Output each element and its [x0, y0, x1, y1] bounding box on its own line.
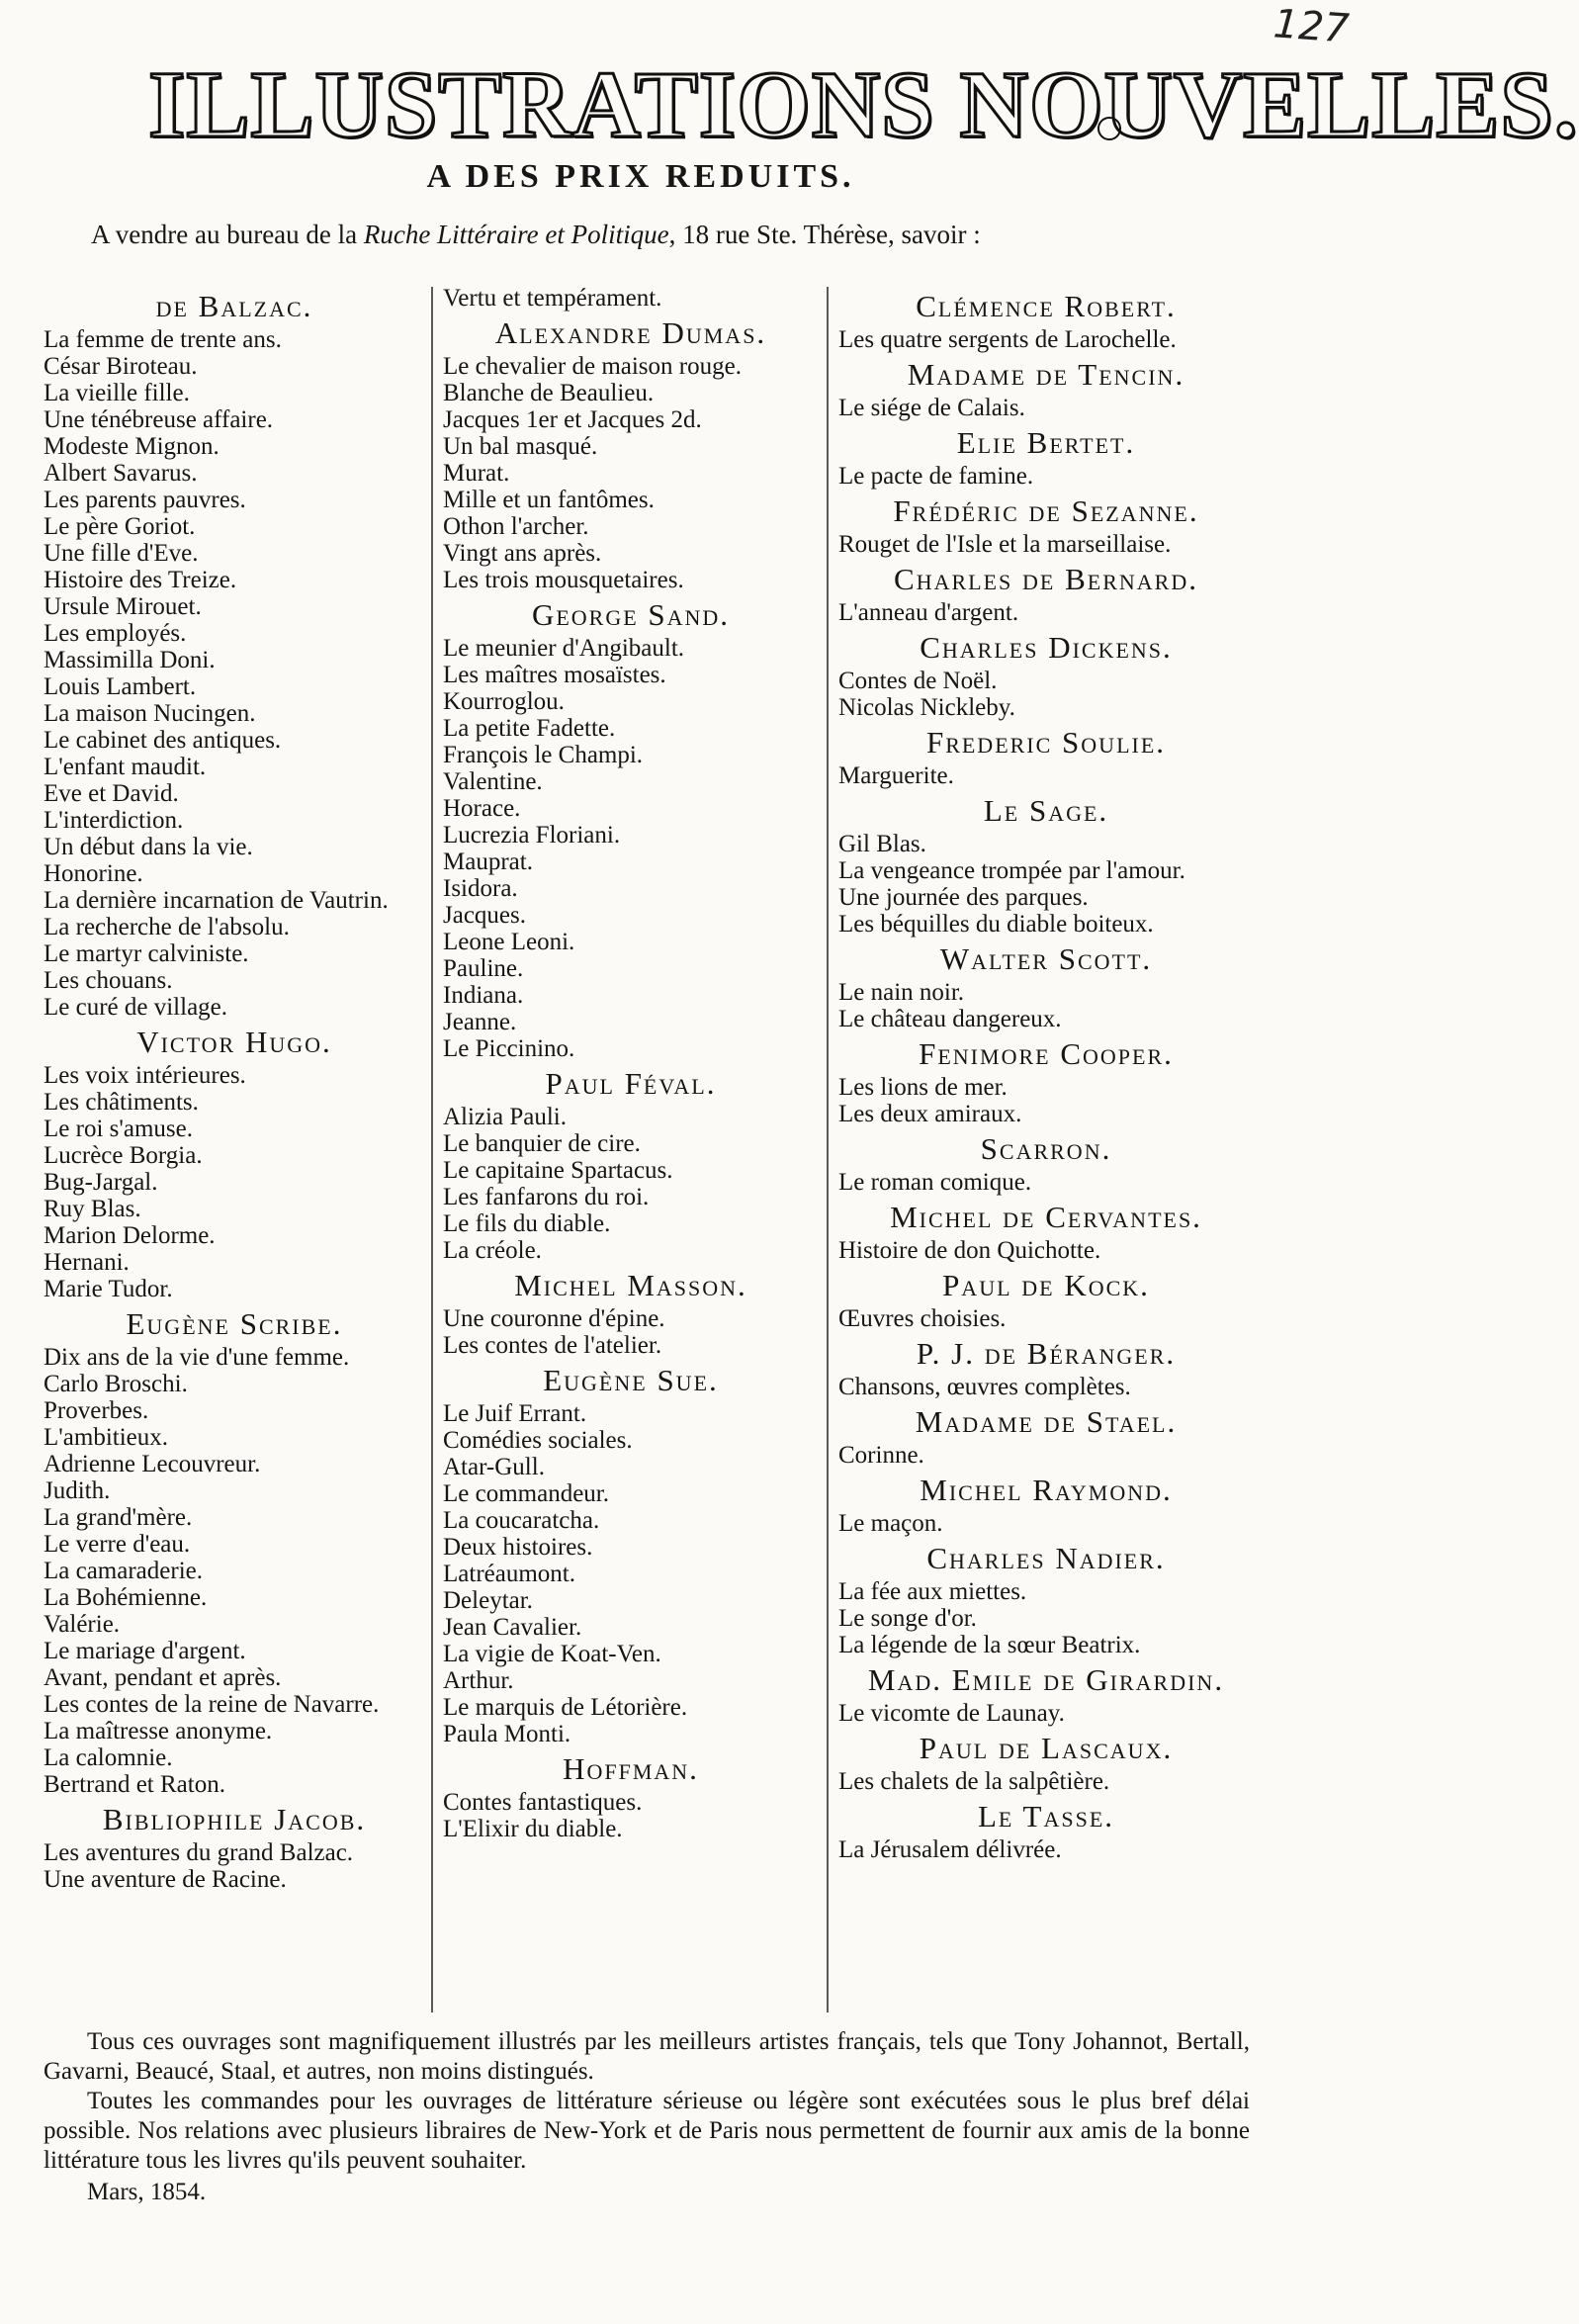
book-title: Jacques 1er et Jacques 2d.	[443, 406, 702, 433]
book-title: Bertrand et Raton.	[44, 1771, 225, 1798]
book-title: Le Juif Errant.	[443, 1400, 587, 1427]
book-title: Le roi s'amuse.	[44, 1116, 193, 1142]
author-heading: Frédéric de Sezanne.	[893, 493, 1199, 528]
book-title: Les contes de l'atelier.	[443, 1332, 662, 1359]
book-title: Deux histoires.	[443, 1534, 593, 1561]
book-title: Une aventure de Racine.	[44, 1866, 287, 1893]
author-section	[443, 1363, 819, 1747]
book-title: Rouget de l'Isle et la marseillaise.	[838, 531, 1172, 558]
author-heading: Paul Féval.	[545, 1066, 717, 1101]
author-section	[838, 630, 1254, 721]
author-heading: Michel Masson.	[514, 1268, 747, 1302]
book-title: Le chevalier de maison rouge.	[443, 353, 742, 380]
book-title: La coucaratcha.	[443, 1507, 600, 1534]
book-title: Proverbes.	[44, 1397, 149, 1424]
book-title: La créole.	[443, 1237, 542, 1264]
author-section	[838, 1336, 1254, 1400]
book-title: Les trois mousquetaires.	[443, 567, 684, 593]
catalogue-columns	[0, 285, 1422, 2015]
title-list	[838, 1836, 1254, 1863]
book-title: Corinne.	[838, 1442, 924, 1469]
title-list	[838, 326, 1254, 353]
book-title: Valérie.	[44, 1611, 121, 1638]
author-section	[443, 315, 819, 593]
title-list	[838, 463, 1254, 490]
author-section	[838, 357, 1254, 421]
book-title: Marie Tudor.	[44, 1276, 173, 1302]
title-list	[838, 1305, 1254, 1332]
author-section	[838, 1731, 1254, 1795]
author-section	[443, 1751, 819, 1842]
title-list	[838, 1768, 1254, 1795]
book-title: Le marquis de Létorière.	[443, 1694, 688, 1721]
book-title: Le martyr calviniste.	[44, 940, 249, 967]
book-title: Paula Monti.	[443, 1721, 571, 1747]
document-title: ILLUSTRATIONS NOUVELLES.	[148, 51, 1579, 157]
book-title: Latréaumont.	[443, 1561, 575, 1587]
book-title: Le siége de Calais.	[838, 395, 1025, 421]
author-heading: de Balzac.	[155, 289, 313, 323]
book-title: Le verre d'eau.	[44, 1531, 191, 1558]
book-title: Vingt ans après.	[443, 540, 602, 567]
author-heading: Michel de Cervantes.	[890, 1200, 1202, 1234]
author-heading: Charles Dickens.	[920, 630, 1173, 665]
book-title: Mille et un fantômes.	[443, 487, 655, 513]
author-heading: Fenimore Cooper.	[919, 1036, 1174, 1071]
book-title: La fée aux miettes.	[838, 1578, 1027, 1605]
author-heading: Madame de Stael.	[915, 1404, 1178, 1439]
book-title: Le roman comique.	[838, 1169, 1032, 1196]
book-title: Le meunier d'Angibault.	[443, 635, 685, 662]
book-title: Ruy Blas.	[44, 1196, 141, 1222]
sale-line-suffix: , 18 rue Ste. Thérèse, savoir :	[668, 220, 981, 249]
book-title: Les quatre sergents de Larochelle.	[838, 326, 1177, 353]
registered-mark	[1097, 117, 1121, 140]
author-heading: Frederic Soulie.	[925, 725, 1167, 760]
book-title: Jean Cavalier.	[443, 1614, 582, 1641]
author-section	[838, 1131, 1254, 1196]
author-heading: Le Sage.	[983, 793, 1109, 828]
book-title: Une fille d'Eve.	[44, 540, 199, 567]
book-title: La petite Fadette.	[443, 715, 616, 742]
book-title: Les chalets de la salpêtière.	[838, 1768, 1110, 1795]
book-title: Modeste Mignon.	[44, 433, 219, 460]
book-title: Murat.	[443, 460, 510, 487]
author-heading: Eugène Scribe.	[126, 1306, 343, 1341]
book-title: La calomnie.	[44, 1744, 173, 1771]
title-list	[838, 1237, 1254, 1264]
book-title: Gil Blas.	[838, 831, 926, 857]
book-title: L'ambitieux.	[44, 1424, 169, 1451]
book-title: Lucrèce Borgia.	[44, 1142, 203, 1169]
book-title: L'enfant maudit.	[44, 754, 207, 780]
book-title: La camaraderie.	[44, 1558, 203, 1584]
author-section	[838, 1036, 1254, 1127]
book-title: Une ténébreuse affaire.	[44, 406, 274, 433]
author-section	[838, 562, 1254, 626]
book-title: Nicolas Nickleby.	[838, 694, 1015, 721]
book-title: Un début dans la vie.	[44, 834, 253, 860]
book-title: Judith.	[44, 1477, 111, 1504]
book-title: Indiana.	[443, 982, 524, 1009]
book-title: Une couronne d'épine.	[443, 1305, 665, 1332]
book-title: Honorine.	[44, 860, 143, 887]
title-list	[838, 1700, 1254, 1727]
book-title: La dernière incarnation de Vautrin.	[44, 887, 389, 914]
author-heading: Scarron.	[980, 1131, 1112, 1166]
book-title: La femme de trente ans.	[44, 326, 282, 353]
title-list	[838, 1169, 1254, 1196]
book-title: Othon l'archer.	[443, 513, 589, 540]
book-title: La vengeance trompée par l'amour.	[838, 857, 1185, 884]
footer-paragraph: Tous ces ouvrages sont magnifiquement illustrés par les meilleurs artistes français, tels que Tony Johannot, Bertall, Gavarni, Beaucé, Staal, et autres, non moins distingués.	[44, 2028, 1250, 2085]
title-list	[838, 1442, 1254, 1469]
book-title: Kourroglou.	[443, 688, 565, 715]
footer-date: Mars, 1854.	[87, 2179, 207, 2205]
book-title: Adrienne Lecouvreur.	[44, 1451, 261, 1477]
book-title: Les châtiments.	[44, 1089, 199, 1116]
book-title: Les aventures du grand Balzac.	[44, 1839, 354, 1866]
book-title: Horace.	[443, 795, 521, 822]
book-title: La grand'mère.	[44, 1504, 193, 1531]
book-title: Vertu et tempérament.	[443, 285, 662, 312]
title-list	[443, 1104, 819, 1264]
book-title: Comédies sociales.	[443, 1427, 633, 1454]
book-title: La recherche de l'absolu.	[44, 914, 290, 940]
book-title: César Biroteau.	[44, 353, 198, 380]
book-title: Le commandeur.	[443, 1480, 609, 1507]
footer-notice	[44, 2027, 1250, 2207]
page-number: 127	[1272, 1, 1351, 52]
title-list	[838, 599, 1254, 626]
book-title: La vigie de Koat-Ven.	[443, 1641, 661, 1667]
book-title: Le cabinet des antiques.	[44, 727, 282, 754]
book-title: Le nain noir.	[838, 979, 965, 1006]
author-section	[443, 285, 819, 312]
book-title: L'anneau d'argent.	[838, 599, 1019, 626]
title-list	[443, 285, 819, 312]
book-title: Histoire de don Quichotte.	[838, 1237, 1101, 1264]
book-title: Isidora.	[443, 875, 518, 902]
book-title: Jeanne.	[443, 1009, 517, 1035]
book-title: Les maîtres mosaïstes.	[443, 662, 666, 688]
title-list	[443, 1400, 819, 1747]
author-section	[838, 725, 1254, 789]
author-heading: Clémence Robert.	[916, 289, 1177, 323]
author-section	[838, 1662, 1254, 1727]
book-title: Le père Goriot.	[44, 513, 196, 540]
catalogue-column-3	[838, 285, 1254, 1863]
book-title: Les fanfarons du roi.	[443, 1184, 650, 1210]
book-title: Massimilla Doni.	[44, 647, 216, 673]
book-title: Jacques.	[443, 902, 526, 929]
title-list	[443, 1305, 819, 1359]
author-section	[838, 1404, 1254, 1469]
book-title: Le banquier de cire.	[443, 1130, 641, 1157]
book-title: Chansons, œuvres complètes.	[838, 1374, 1131, 1400]
title-list	[44, 1344, 425, 1798]
title-list	[443, 635, 819, 1062]
author-section	[44, 1306, 425, 1798]
title-list	[44, 326, 425, 1021]
author-heading: Bibliophile Jacob.	[102, 1802, 367, 1836]
catalogue-column-1	[44, 285, 425, 1893]
author-heading: P. J. de Béranger.	[916, 1336, 1177, 1371]
book-title: Les lions de mer.	[838, 1074, 1008, 1101]
book-title: Un bal masqué.	[443, 433, 598, 460]
book-title: Deleytar.	[443, 1587, 533, 1614]
title-list	[838, 979, 1254, 1032]
author-heading: George Sand.	[531, 597, 731, 632]
book-title: Pauline.	[443, 955, 524, 982]
book-title: Le fils du diable.	[443, 1210, 611, 1237]
book-title: Contes de Noël.	[838, 668, 998, 694]
book-title: Mauprat.	[443, 849, 533, 875]
book-title: La Bohémienne.	[44, 1584, 208, 1611]
book-title: Les chouans.	[44, 967, 173, 994]
title-list	[838, 531, 1254, 558]
book-title: Les béquilles du diable boiteux.	[838, 911, 1154, 938]
author-heading: Charles Nadier.	[926, 1541, 1166, 1575]
book-title: Les parents pauvres.	[44, 487, 246, 513]
book-title: Le Piccinino.	[443, 1035, 575, 1062]
book-title: Le capitaine Spartacus.	[443, 1157, 673, 1184]
document-subtitle: A DES PRIX REDUITS.	[426, 158, 855, 195]
title-list	[44, 1839, 425, 1893]
author-heading: Le Tasse.	[977, 1799, 1115, 1833]
title-list	[838, 395, 1254, 421]
author-section	[44, 289, 425, 1021]
book-title: Bug-Jargal.	[44, 1169, 158, 1196]
book-title: La légende de la sœur Beatrix.	[838, 1632, 1141, 1658]
author-heading: Paul de Kock.	[942, 1268, 1150, 1302]
book-title: Marguerite.	[838, 762, 954, 789]
title-list	[838, 1074, 1254, 1127]
book-title: La Jérusalem délivrée.	[838, 1836, 1062, 1863]
book-title: Le pacte de famine.	[838, 463, 1034, 490]
author-heading: Paul de Lascaux.	[919, 1731, 1174, 1765]
sale-line	[91, 220, 1307, 250]
author-section	[443, 597, 819, 1062]
author-section	[838, 425, 1254, 490]
book-title: Marion Delorme.	[44, 1222, 216, 1249]
author-heading: Michel Raymond.	[920, 1473, 1173, 1507]
author-section	[838, 1268, 1254, 1332]
book-title: Le mariage d'argent.	[44, 1638, 246, 1664]
book-title: Les voix intérieures.	[44, 1062, 246, 1089]
book-title: Eve et David.	[44, 780, 179, 807]
book-title: La vieille fille.	[44, 380, 190, 406]
title-list	[838, 1510, 1254, 1537]
book-title: François le Champi.	[443, 742, 644, 768]
author-section	[44, 1025, 425, 1302]
catalogue-column-2	[443, 285, 819, 1842]
author-section	[838, 941, 1254, 1032]
book-title: L'Elixir du diable.	[443, 1816, 623, 1842]
title-list	[838, 1374, 1254, 1400]
title-list	[44, 1062, 425, 1302]
author-heading: Victor Hugo.	[136, 1025, 332, 1059]
author-heading: Elie Bertet.	[956, 425, 1136, 460]
author-heading: Alexandre Dumas.	[494, 315, 767, 350]
book-title: Œuvres choisies.	[838, 1305, 1007, 1332]
book-title: Atar-Gull.	[443, 1454, 545, 1480]
author-heading: Mad. Emile de Girardin.	[867, 1662, 1225, 1697]
book-title: La maison Nucingen.	[44, 700, 256, 727]
book-title: Blanche de Beaulieu.	[443, 380, 655, 406]
title-list	[443, 1789, 819, 1842]
author-section	[838, 1799, 1254, 1863]
author-section	[44, 1802, 425, 1893]
author-section	[443, 1268, 819, 1359]
footer-paragraph: Toutes les commandes pour les ouvrages de littérature sérieuse ou légère sont exécutées sous le plus bref délai possible. Nos relations avec plusieurs libraires de New-York et de Paris nous permettent de fournir aux amis de la bonne littérature tous les livres qu'ils peuvent souhaiter.	[44, 2088, 1250, 2174]
book-title: Valentine.	[443, 768, 543, 795]
title-list	[838, 762, 1254, 789]
book-title: Ursule Mirouet.	[44, 593, 202, 620]
book-title: Les contes de la reine de Navarre.	[44, 1691, 380, 1718]
book-title: Dix ans de la vie d'une femme.	[44, 1344, 350, 1371]
book-title: Le vicomte de Launay.	[838, 1700, 1065, 1727]
book-title: Contes fantastiques.	[443, 1789, 643, 1816]
book-title: La maîtresse anonyme.	[44, 1718, 273, 1744]
book-title: Arthur.	[443, 1667, 514, 1694]
author-section	[443, 1066, 819, 1264]
publication-name: Ruche Littéraire et Politique	[363, 220, 669, 249]
title-list	[838, 831, 1254, 938]
book-title: L'interdiction.	[44, 807, 184, 834]
book-title: Le songe d'or.	[838, 1605, 977, 1632]
author-heading: Madame de Tencin.	[907, 357, 1185, 392]
book-title: Avant, pendant et après.	[44, 1664, 282, 1691]
book-title: Louis Lambert.	[44, 673, 197, 700]
book-title: Carlo Broschi.	[44, 1371, 188, 1397]
author-heading: Walter Scott.	[939, 941, 1153, 976]
author-section	[838, 493, 1254, 558]
author-heading: Eugène Sue.	[543, 1363, 719, 1397]
author-section	[838, 1200, 1254, 1264]
book-title: Le maçon.	[838, 1510, 943, 1537]
author-heading: Hoffman.	[563, 1751, 699, 1786]
author-section	[838, 289, 1254, 353]
author-section	[838, 1541, 1254, 1658]
title-list	[838, 668, 1254, 721]
book-title: Le curé de village.	[44, 994, 228, 1021]
author-heading: Charles de Bernard.	[894, 562, 1198, 596]
title-list	[838, 1578, 1254, 1658]
book-title: Lucrezia Floriani.	[443, 822, 621, 849]
book-title: Histoire des Treize.	[44, 567, 237, 593]
book-title: Alizia Pauli.	[443, 1104, 567, 1130]
sale-line-prefix: A vendre au bureau de la	[91, 220, 364, 249]
book-title: Le château dangereux.	[838, 1006, 1062, 1032]
book-title: Leone Leoni.	[443, 929, 575, 955]
author-section	[838, 793, 1254, 938]
title-list	[443, 353, 819, 593]
book-title: Les employés.	[44, 620, 187, 647]
book-title: Les deux amiraux.	[838, 1101, 1022, 1127]
book-title: Une journée des parques.	[838, 884, 1089, 911]
book-title: Albert Savarus.	[44, 460, 198, 487]
author-section	[838, 1473, 1254, 1537]
book-title: Hernani.	[44, 1249, 130, 1276]
